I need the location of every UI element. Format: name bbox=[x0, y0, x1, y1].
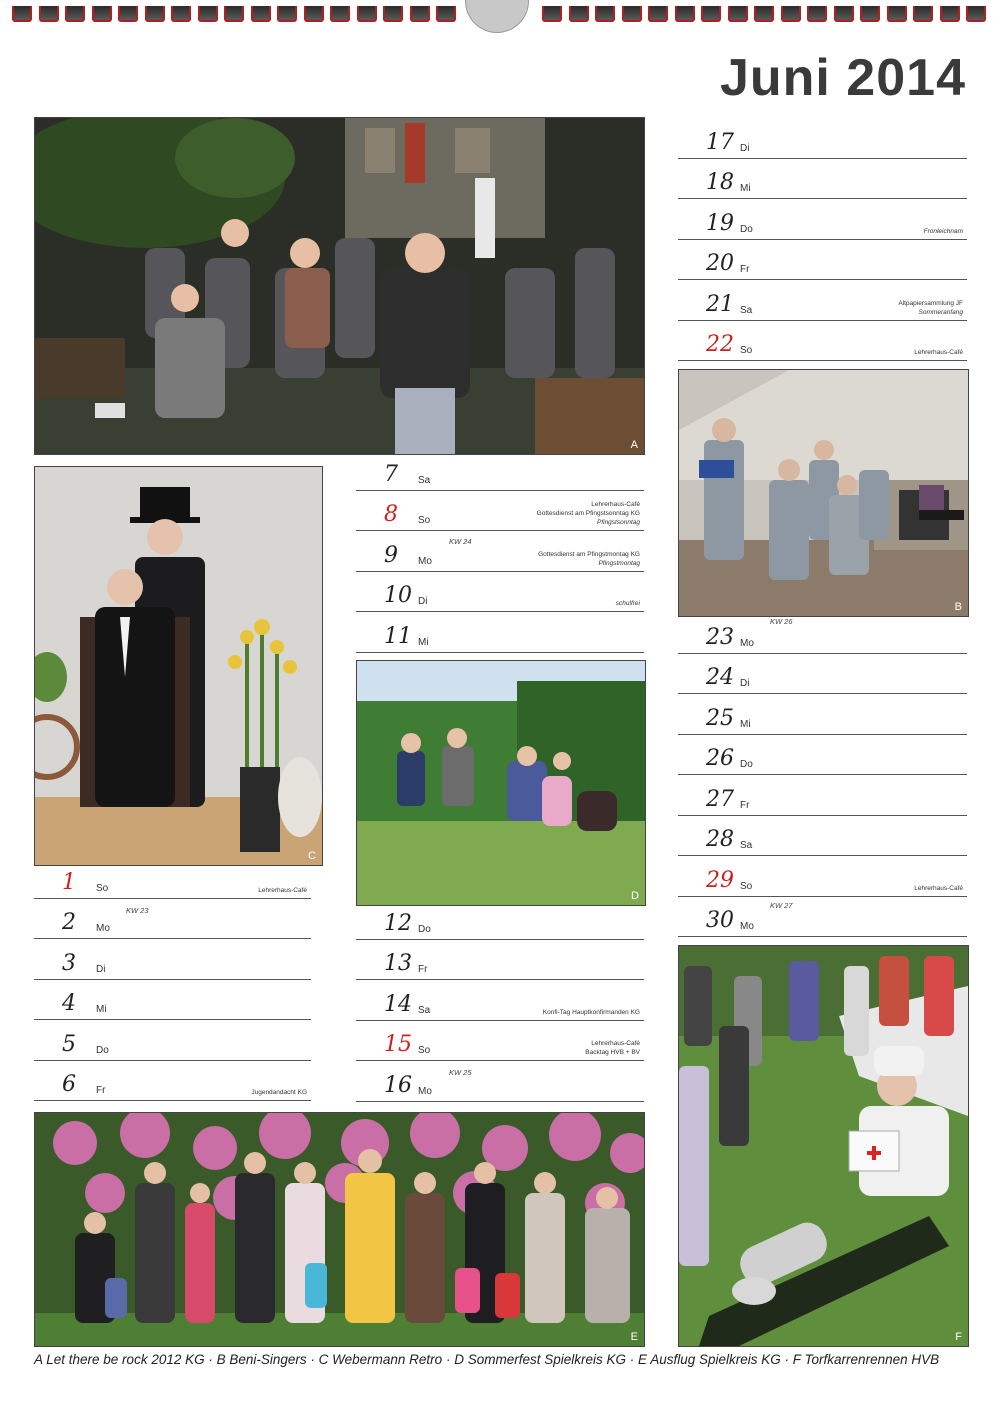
day-events bbox=[898, 299, 963, 317]
event-text: Gottesdienst am Pfingstmontag KG bbox=[538, 550, 640, 558]
event-text: Lehrerhaus-Café bbox=[258, 886, 307, 894]
day-events bbox=[914, 884, 963, 893]
event-text: Jugendandacht KG bbox=[251, 1089, 307, 1096]
days-block-5 bbox=[678, 612, 967, 938]
day-number: 14 bbox=[384, 991, 412, 1017]
calendar-hanger bbox=[465, 0, 529, 33]
day-number: 18 bbox=[706, 170, 734, 195]
day-number: 1 bbox=[62, 869, 76, 895]
day-events bbox=[543, 1008, 640, 1017]
day-row-24 bbox=[678, 653, 967, 695]
spiral-ring bbox=[118, 6, 138, 22]
month-title: Juni 2014 bbox=[719, 49, 966, 107]
spiral-ring bbox=[383, 6, 403, 22]
day-events bbox=[538, 550, 640, 568]
day-row-18 bbox=[678, 158, 967, 200]
week-24: KW 24 bbox=[449, 537, 472, 546]
day-number: 28 bbox=[706, 827, 734, 852]
day-row-19 bbox=[678, 198, 967, 240]
photo-label-b: B bbox=[954, 601, 962, 613]
photo-e-ausflug bbox=[34, 1112, 645, 1347]
weekday: So bbox=[740, 345, 753, 356]
day-events bbox=[585, 1039, 640, 1057]
event-text: Gottesdienst am Pfingstsonntag KG bbox=[536, 510, 640, 517]
weekday: So bbox=[418, 515, 431, 526]
day-events bbox=[924, 227, 963, 236]
day-row-6 bbox=[34, 1060, 311, 1102]
day-row-16 bbox=[356, 1060, 644, 1102]
spiral-ring bbox=[410, 6, 430, 22]
day-row-22 bbox=[678, 320, 967, 362]
event-text: Altpapiersammlung JF bbox=[898, 299, 963, 307]
weekday: Do bbox=[740, 759, 753, 770]
spiral-ring bbox=[754, 6, 774, 22]
holiday-text: Pfingstsonntag bbox=[596, 519, 640, 526]
spiral-ring bbox=[436, 6, 456, 22]
photo-f-torfkarren bbox=[678, 945, 969, 1347]
day-events bbox=[914, 348, 963, 357]
weekday: So bbox=[740, 880, 753, 892]
week-26: KW 26 bbox=[770, 617, 793, 626]
weekday: Fr bbox=[96, 1085, 106, 1096]
spiral-ring bbox=[330, 6, 350, 22]
day-number: 2 bbox=[62, 910, 76, 935]
weekday: Di bbox=[96, 963, 106, 975]
weekday: Sa bbox=[740, 840, 753, 851]
weekday: Fr bbox=[740, 264, 750, 275]
weekday: Mi bbox=[96, 1004, 107, 1015]
spiral-ring bbox=[198, 6, 218, 22]
spiral-ring bbox=[728, 6, 748, 22]
photo-a-rock-night bbox=[34, 117, 645, 455]
weekday: Do bbox=[418, 923, 431, 935]
day-number: 19 bbox=[706, 210, 734, 236]
weekday: Fr bbox=[740, 799, 750, 811]
spiral-ring bbox=[65, 6, 85, 22]
day-row-10 bbox=[356, 571, 644, 613]
weekday: Mi bbox=[740, 183, 751, 194]
day-number: 17 bbox=[706, 129, 734, 155]
day-row-30 bbox=[678, 896, 967, 938]
spiral-ring bbox=[357, 6, 377, 22]
day-row-13 bbox=[356, 939, 644, 981]
spiral-ring bbox=[807, 6, 827, 22]
day-events bbox=[537, 500, 640, 527]
day-number: 11 bbox=[384, 623, 412, 649]
spiral-ring bbox=[887, 6, 907, 22]
day-number: 20 bbox=[706, 251, 734, 276]
spiral-ring bbox=[12, 6, 32, 22]
week-25: KW 25 bbox=[449, 1068, 472, 1077]
event-text: Lehrerhaus-Café bbox=[591, 1040, 640, 1047]
weekday: Mo bbox=[418, 1085, 432, 1097]
spiral-ring bbox=[940, 6, 960, 22]
weekday: Mo bbox=[96, 923, 110, 934]
event-text: Lehrerhaus-Café bbox=[914, 349, 963, 356]
spiral-ring bbox=[675, 6, 695, 22]
weekday: Mi bbox=[740, 718, 751, 730]
spiral-ring bbox=[648, 6, 668, 22]
days-block-3 bbox=[356, 898, 644, 1103]
day-number: 30 bbox=[706, 908, 734, 933]
spiral-ring bbox=[781, 6, 801, 22]
weekday: Mo bbox=[740, 637, 754, 649]
spiral-ring bbox=[913, 6, 933, 22]
day-number: 6 bbox=[62, 1072, 76, 1097]
event-text: Konfi-Tag Hauptkonfirmanden KG bbox=[542, 1008, 640, 1016]
day-row-27 bbox=[678, 774, 967, 816]
day-number: 15 bbox=[384, 1032, 412, 1057]
spiral-ring bbox=[860, 6, 880, 22]
day-events bbox=[616, 599, 640, 608]
day-row-17 bbox=[678, 117, 967, 159]
day-row-12 bbox=[356, 898, 644, 940]
day-row-21 bbox=[678, 279, 967, 321]
photo-d-sommerfest bbox=[356, 660, 646, 906]
weekday: Di bbox=[740, 142, 750, 154]
spiral-ring bbox=[701, 6, 721, 22]
spiral-ring bbox=[966, 6, 986, 22]
spiral-ring bbox=[224, 6, 244, 22]
spiral-ring bbox=[145, 6, 165, 22]
weekday: So bbox=[96, 882, 109, 894]
week-27: KW 27 bbox=[770, 901, 793, 910]
day-row-9 bbox=[356, 530, 644, 572]
days-block-1 bbox=[34, 857, 311, 1102]
day-events bbox=[258, 886, 307, 895]
spiral-ring bbox=[277, 6, 297, 22]
weekday: Do bbox=[740, 223, 753, 235]
days-block-2 bbox=[356, 449, 644, 654]
photo-label-e: E bbox=[630, 1331, 638, 1343]
weekday: Mi bbox=[418, 636, 429, 648]
spiral-ring bbox=[834, 6, 854, 22]
photo-label-c: C bbox=[308, 850, 316, 862]
day-number: 12 bbox=[384, 910, 412, 936]
weekday: Mo bbox=[740, 921, 754, 932]
photo-label-d: D bbox=[631, 890, 639, 902]
day-number: 5 bbox=[62, 1031, 76, 1057]
spiral-ring bbox=[622, 6, 642, 22]
spiral-ring bbox=[595, 6, 615, 22]
day-number: 22 bbox=[706, 332, 734, 357]
day-row-5 bbox=[34, 1019, 311, 1061]
day-number: 29 bbox=[706, 867, 734, 893]
photo-label-f: F bbox=[955, 1331, 962, 1343]
week-23: KW 23 bbox=[126, 906, 149, 915]
day-events bbox=[251, 1088, 307, 1097]
day-number: 24 bbox=[706, 665, 734, 690]
day-row-26 bbox=[678, 734, 967, 776]
day-number: 3 bbox=[62, 950, 76, 976]
day-row-2 bbox=[34, 898, 311, 940]
photo-label-a: A bbox=[630, 439, 638, 451]
day-number: 10 bbox=[384, 583, 412, 608]
spiral-ring bbox=[39, 6, 59, 22]
holiday-text: Fronleichnam bbox=[923, 227, 963, 235]
day-number: 8 bbox=[384, 502, 398, 527]
spiral-ring bbox=[304, 6, 324, 22]
days-block-4 bbox=[678, 117, 967, 362]
day-number: 4 bbox=[62, 991, 76, 1016]
day-row-14 bbox=[356, 979, 644, 1021]
day-row-28 bbox=[678, 815, 967, 857]
weekday: Mo bbox=[418, 555, 432, 567]
spiral-ring bbox=[251, 6, 271, 22]
day-row-20 bbox=[678, 239, 967, 281]
day-row-8 bbox=[356, 490, 644, 532]
spiral-ring bbox=[92, 6, 112, 22]
day-row-25 bbox=[678, 693, 967, 735]
weekday: Do bbox=[96, 1044, 109, 1056]
weekday: So bbox=[418, 1045, 431, 1056]
day-number: 26 bbox=[706, 746, 734, 771]
day-number: 23 bbox=[706, 624, 734, 650]
event-text: Lehrerhaus-Café bbox=[914, 884, 963, 892]
day-number: 9 bbox=[384, 542, 398, 568]
day-row-29 bbox=[678, 855, 967, 897]
weekday: Sa bbox=[418, 1004, 431, 1016]
day-row-4 bbox=[34, 979, 311, 1021]
day-number: 27 bbox=[706, 786, 734, 812]
weekday: Di bbox=[740, 678, 750, 689]
day-number: 13 bbox=[384, 951, 412, 976]
photo-c-webermann bbox=[34, 466, 323, 866]
day-number: 16 bbox=[384, 1072, 412, 1098]
event-text: Backtag HVB + BV bbox=[585, 1049, 640, 1056]
spiral-ring bbox=[569, 6, 589, 22]
day-number: 25 bbox=[706, 705, 734, 731]
photo-caption: A Let there be rock 2012 KG · B Beni-Singers · C Webermann Retro · D Sommerfest Spielkreis KG · E Ausflug Spielkreis KG · F Torfkarrenrennen HVB bbox=[34, 1352, 940, 1367]
holiday-text: Sommeranfang bbox=[918, 308, 963, 316]
day-row-1 bbox=[34, 857, 311, 899]
spiral-ring bbox=[542, 6, 562, 22]
event-text: Lehrerhaus-Café bbox=[591, 501, 640, 508]
day-row-3 bbox=[34, 938, 311, 980]
holiday-text: Pfingstmontag bbox=[598, 559, 640, 567]
photo-b-singers bbox=[678, 369, 969, 617]
spiral-ring bbox=[171, 6, 191, 22]
weekday: Sa bbox=[418, 474, 431, 486]
day-number: 21 bbox=[706, 291, 734, 317]
day-row-15 bbox=[356, 1020, 644, 1062]
holiday-text: schulfrei bbox=[615, 600, 640, 607]
weekday: Di bbox=[418, 596, 428, 607]
day-row-7 bbox=[356, 449, 644, 491]
day-number: 7 bbox=[384, 461, 398, 487]
weekday: Sa bbox=[740, 304, 753, 316]
weekday: Fr bbox=[418, 964, 428, 975]
day-row-11 bbox=[356, 611, 644, 653]
day-row-23 bbox=[678, 612, 967, 654]
